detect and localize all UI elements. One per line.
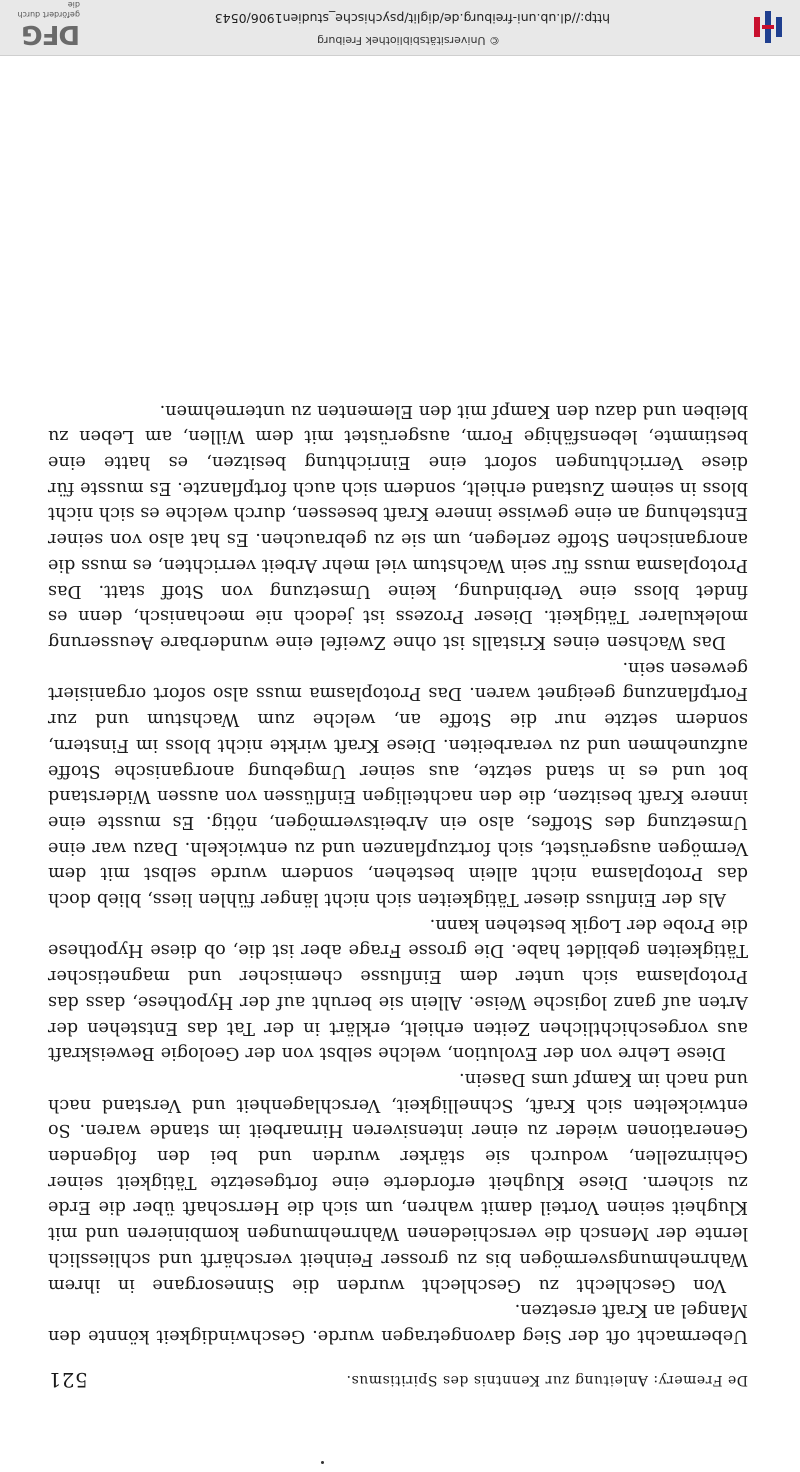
page-number: 521 <box>48 1368 88 1392</box>
dfg-logo-text: DFG <box>22 19 80 49</box>
ub-freiburg-logo-icon <box>748 7 788 47</box>
stray-dot <box>321 1461 324 1464</box>
paragraph-5: Das Wachsen eines Kristalls ist ohne Zweifel eine wunderbare Aeusserung molekularer Tätigkeit. Dieser Prozess ist jedoch nie mechanisch, denn es findet bloss eine Verbindung, keine Umsetzung von Stoff statt. Das Protoplasma muss für sein Wachstum viel mehr Arbeit verrichten, es muss die anorganischen Stoffe zerlegen, um sie zu gebrauchen. Es hat also von seiner Entstehung an eine gewisse innere Kraft besessen, durch welche es sich nicht bloss in seinem Zustand erhielt, sondern sich auch fortpflanzte. Es musste für diese Verrichtungen sofort eine Einrichtung besitzen, es hatte eine bestimmte, lebensfähige Form, ausgerüstet mit dem Willen, am Leben zu bleiben und dazu den Kampf mit den Elementen zu unternehmen. <box>48 400 748 653</box>
dfg-logo-subtitle: gefördert durch die <box>17 0 80 19</box>
paragraph-1: Uebermacht oft der Sieg davongetragen wurde. Geschwindigkeit könnte den Mangel an Kraft ersetzen. <box>48 1300 748 1346</box>
footer-bar <box>0 0 800 56</box>
paragraph-4: Als der Einfluss dieser Tätigkeiten sich nicht länger fühlen liess, blieb doch das Protoplasma nicht allein bestehen, sondern wurde selbst mit dem Vermögen ausgerüstet, sich fortzupflanzen und zu entwickeln. Dazu war eine Umsetzung des Stoffes, also ein Arbeitsvermögen, nötig. Es musste eine innere Kraft besitzen, die den nachteiligen Einflüssen von aussen Widerstand bot und es in stand setzte, aus seiner Umgebung anorganische Stoffe aufzunehmen und zu verarbeiten. Diese Kraft wirkte nicht bloss im Finstern, sondern setzte nur die Stoffe an, welche zum Wachstum und zur Fortpflanzung geeignet waren. Das Protoplasma muss also sofort organisiert gewesen sein. <box>48 657 748 910</box>
header-title: De Fremery: Anleitung zur Kenntnis des Spiritismus. <box>346 1372 748 1388</box>
running-head <box>48 1364 748 1392</box>
source-url-link[interactable]: http://dl.ub.uni-freiburg.de/diglit/psychische_studien1906/0543 <box>214 11 610 26</box>
paragraph-3: Diese Lehre von der Evolution, welche selbst von der Geologie Beweiskraft aus vorgeschichtlichen Zeiten erhielt, erklärt in der Tat das Entstehen der Arten auf ganz logische Weise. Allein sie beruht auf der Hypothese, dass das Protoplasma sich unter dem Einflusse chemischer und magnetischer Tätigkeiten gebildet habe. Die grosse Frage aber ist die, ob diese Hypothese die Probe der Logik bestehen kann. <box>48 914 748 1064</box>
copyright-text: © Universitätsbibliothek Freiburg <box>317 34 500 47</box>
dfg-logo <box>6 0 80 49</box>
body-text <box>48 397 748 1348</box>
paragraph-2: Von Geschlecht zu Geschlecht wurden die Sinnesorgane in ihrem Wahrnehmungsvermögen bis zu grosser Feinheit verschärft und schliesslich lernte der Mensch die verschiedenen Wahrnehmungen kombinieren und mit Klugheit seinen Vorteil damit wahren, um sich die Herrschaft über die Erde zu sichern. Diese Klugheit erforderte eine fortgesetzte Tätigkeit seiner Gehirnzellen, wodurch sie stärker wurden und bei den folgenden Generationen wieder zu einer intensiveren Hirnarbeit im stande waren. So entwickelten sich Kraft, Schnelligkeit, Verschlagenheit und Verstand nach und nach im Kampf ums Dasein. <box>48 1068 748 1295</box>
